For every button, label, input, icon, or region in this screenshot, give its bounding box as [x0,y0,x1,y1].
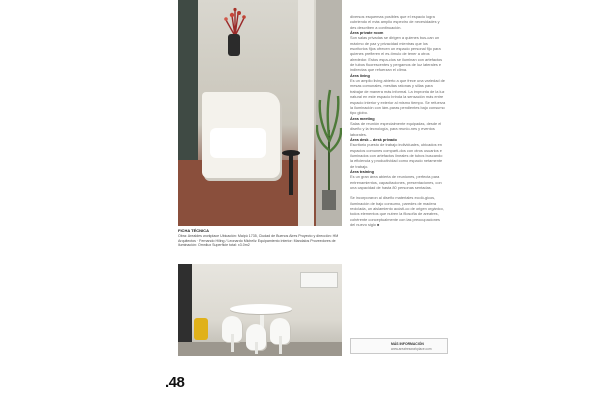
page-number: .48 [165,374,185,391]
photo-caption [178,229,340,261]
paragraph: Escritorio puesto de trabajo individuales, ubicados en espacios comunes comparti-dos con otros usuarios e iluminados con artefactos lineales de tubos buscando la eficiencia y productividad como espacio netamente de trabajo. [350,142,443,169]
section-heading: Área living [350,72,370,78]
caption-body: Obra: Arealdes workplace Ubicación: Maipú 1735, Ciudad de Buenos Aires Proyecto y dirección: HM Arquitectos · Fernando Hiling / Leonardo Micheliz Equipamiento interior: Mandalos Proveedores de iluminación: Omnilux Superficie total: x3.0m2 [178,234,339,248]
section-heading: Área meeting [350,115,375,121]
plant [316,70,342,210]
article-text-column [350,14,446,332]
office-lounge-photo [178,0,342,226]
paragraph: Es un gran área abierta de reuniones, perfecta para entrenamientos, capacitaciones, presentaciones, con una capacidad de hasta 80 personas sentadas. [350,174,442,190]
paragraph: Se incorporaron al diseño materiales ecoló-gicos, iluminación de bajo consumo, paredes de madera reciclada, un aislamiento acústi-co de origen orgánico, todos elementos que nutren la filosofía de areatres, cohérente conceptualmente con las preocupaciones del nuevo siglo ■ [350,195,444,228]
paragraph: Es un amplio living abierto a que frece una variedad de mesas comunales, mesitas ratonas y sillas para trabajar de manera más informal. La impronta de la luz natural en este espacio brinda la sensación más entre espacio interior y exterior al mismo tiempo. Se refuerza la iluminación con lám-paras pendientes bajo consumo tipo globo. [350,78,446,116]
section-heading: Área training [350,168,374,174]
paragraph: Salas de reunión especialmente equipadas, desde el diseño y la tecnología, para reunio-nes y eventos laborales. [350,120,442,137]
office-meeting-photo [178,264,342,356]
section-heading: Área private room [350,30,384,36]
caption-title: FICHA TÉCNICA [178,228,209,233]
more-info-title: MÁS INFORMACIÓN [391,342,424,346]
more-info-box [350,338,448,354]
section-heading: Área desk – desk privado [350,136,397,142]
paragraph: Son salas privadas se dirigen a quienes bus-can un máximo de paz y privacidad mientras que los escritorios fijos ofrecen un espacio personal fijo para quienes prefieren el es-tímulo de tener a otros alrededor. Estos espa-cios se iluminan con artefactos de tubos fluorescentes y pergamos de luz laterales e indirectas que refuerzan el clima. [350,35,443,73]
paragraph: diversos esquemas posibles que el espacio logra cubriendo el más amplio espectro de necesidades y des describen a continuación. [350,14,440,30]
flower-arrangement [218,6,252,36]
more-info-url[interactable]: www.areatresworkplace.com [391,347,432,351]
